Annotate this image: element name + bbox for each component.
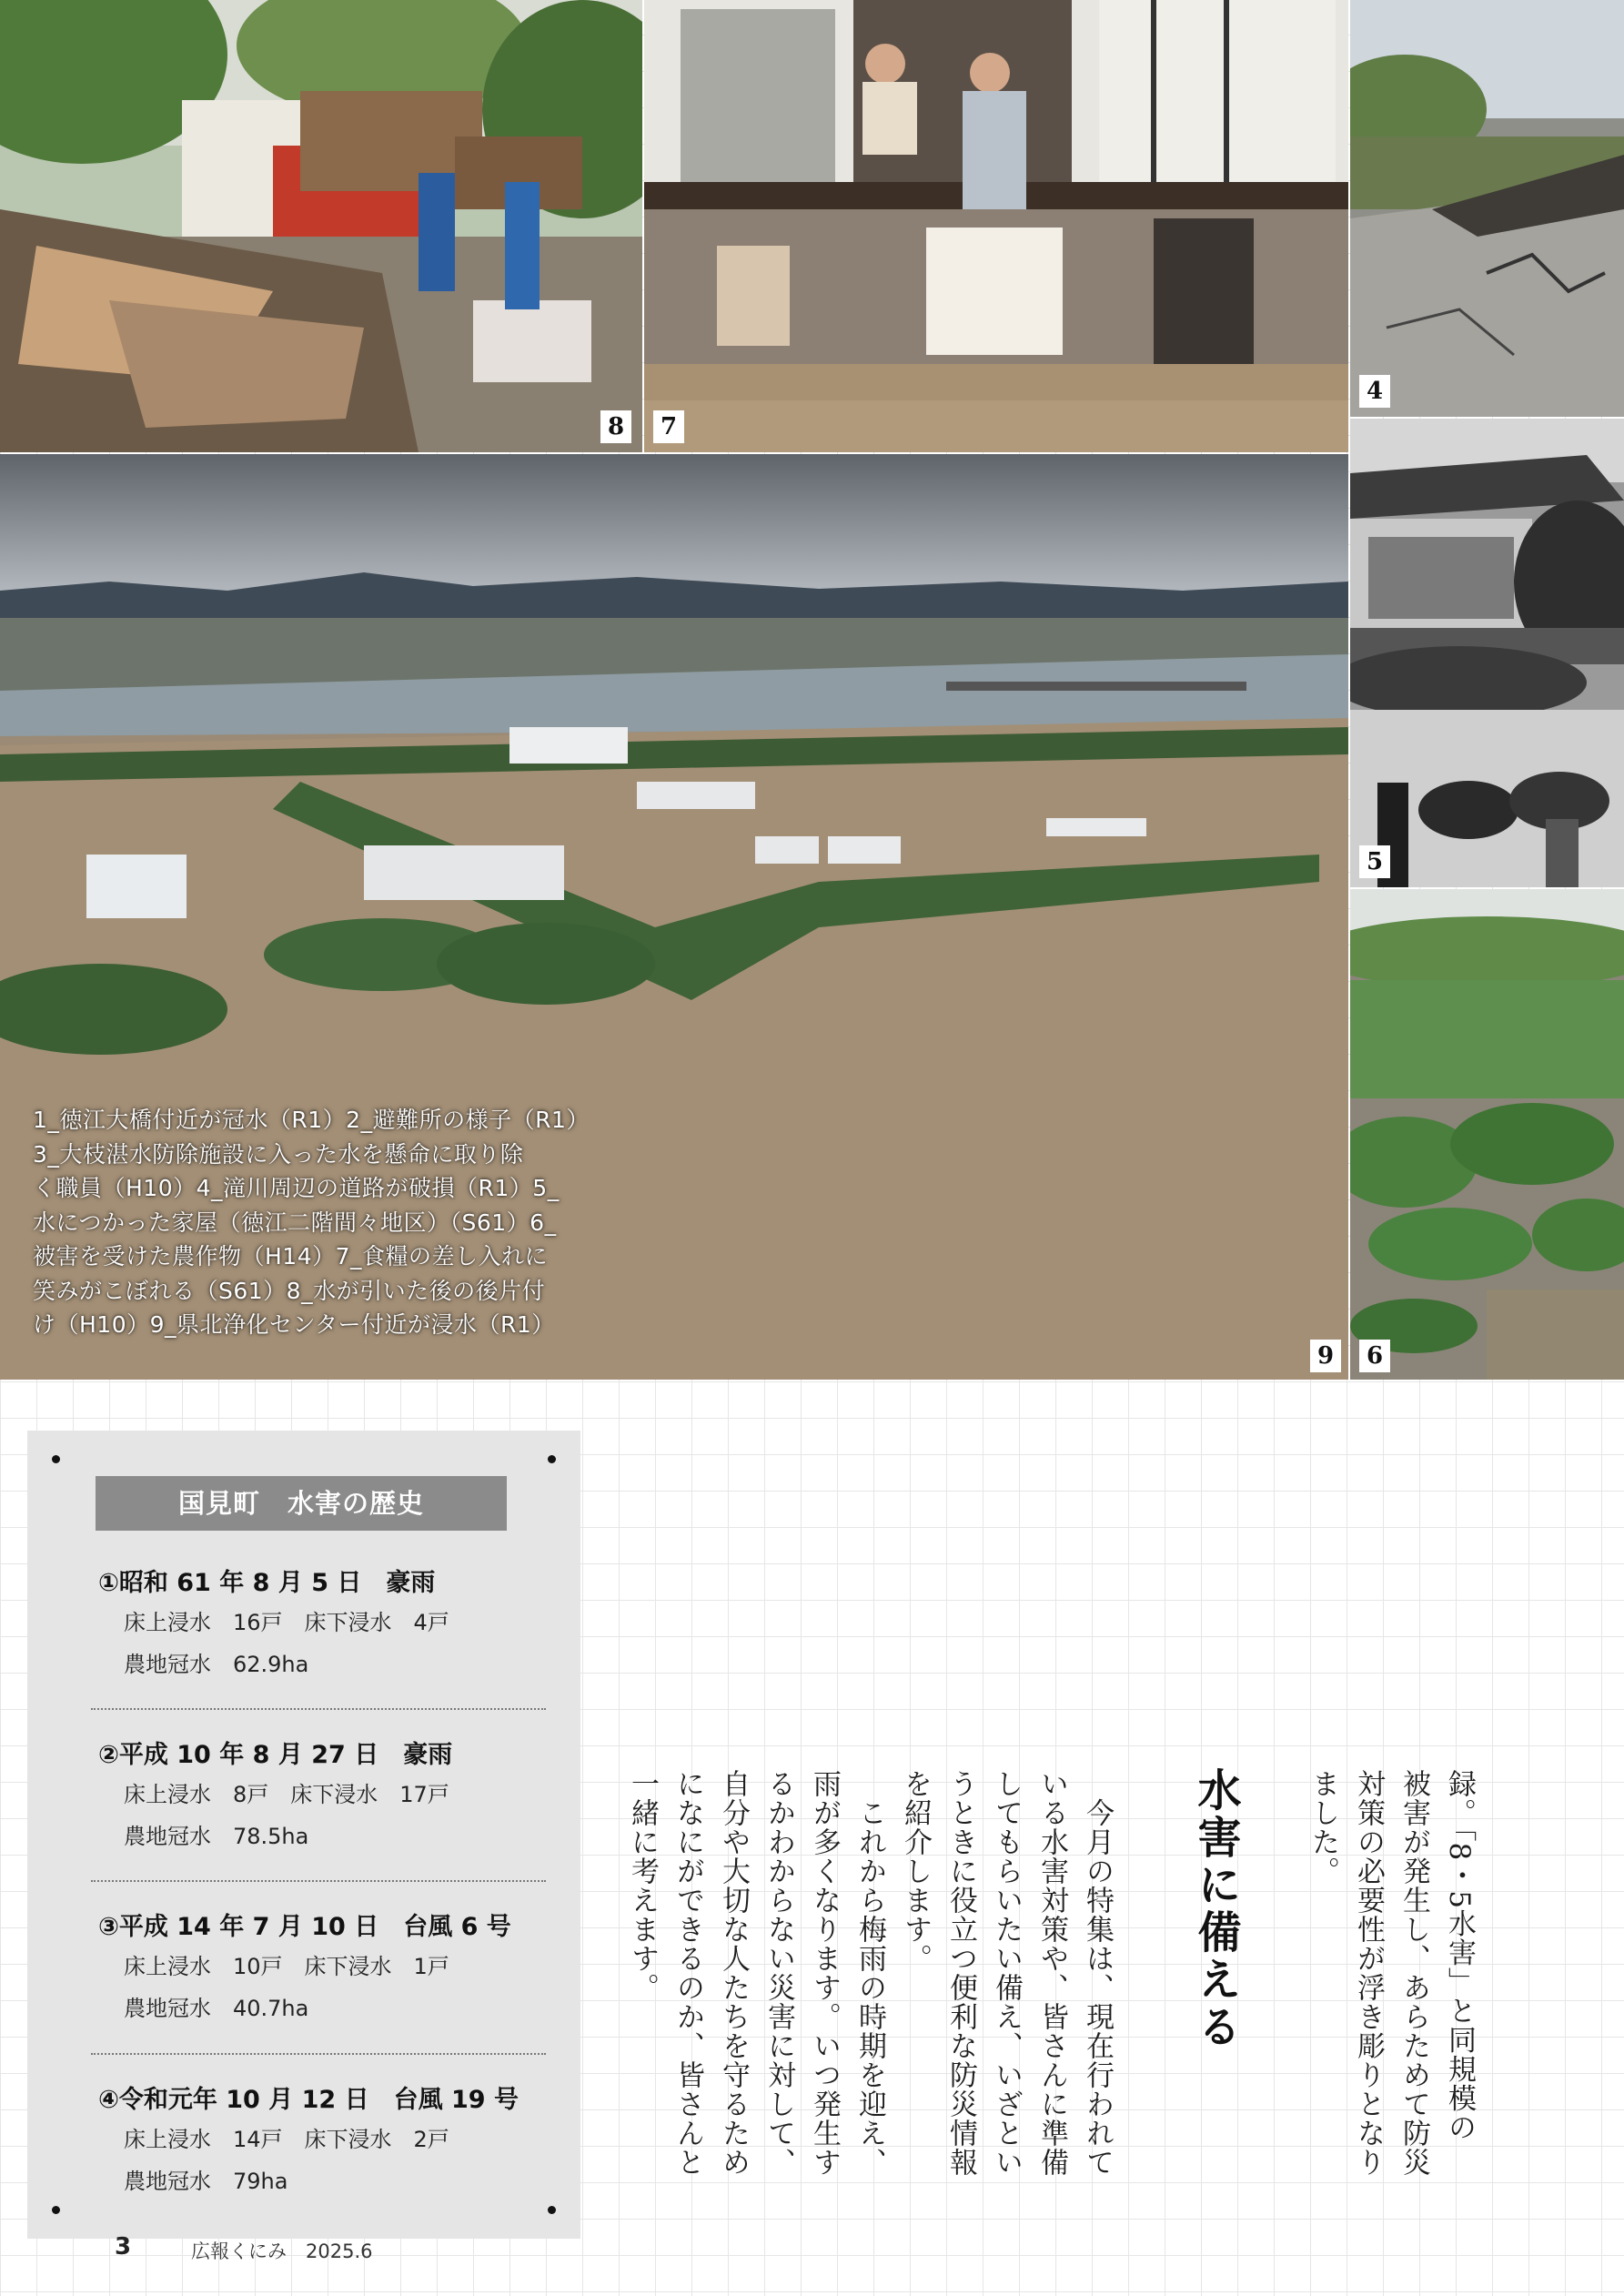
dotted-divider [91, 2053, 546, 2055]
body-column: を紹介します。 [899, 1769, 932, 1973]
body-column: いる水害対策や、皆さんに準備 [1035, 1769, 1068, 2177]
body-column: うときに役立つ便利な防災情報 [944, 1769, 977, 2177]
photo-aerial-flood [0, 454, 1348, 1380]
photo-cleanup-after-flood [0, 0, 642, 452]
flood-history-box [27, 1431, 580, 2239]
corner-dot [52, 1455, 60, 1463]
photo-number: 7 [653, 410, 684, 443]
body-column: してもらいたい備え、いざとい [990, 1769, 1023, 2177]
event-heading: ②平成 10 年 8 月 27 日 豪雨 [98, 1741, 453, 1769]
photo-damaged-road [1350, 0, 1624, 417]
event-heading: ③平成 14 年 7 月 10 日 台風 6 号 [98, 1913, 511, 1941]
publication-name: 広報くにみ 2025.6 [191, 2240, 373, 2262]
body-column: るかわからない災害に対して、 [762, 1769, 795, 2177]
history-event [98, 1737, 526, 1857]
dotted-divider [91, 1880, 546, 1882]
event-heading: ④令和元年 10 月 12 日 台風 19 号 [98, 2086, 519, 2114]
history-title: 国見町 水害の歴史 [96, 1476, 507, 1531]
caption-line: 被害を受けた農作物（H14）7_食糧の差し入れに [33, 1243, 549, 1269]
page-number: 3 [115, 2233, 132, 2261]
photo-number: 8 [600, 410, 631, 443]
article-title: 水害に備える [1190, 1767, 1241, 2051]
body-column: 自分や大切な人たちを守るため [717, 1769, 750, 2177]
photo-number: 6 [1359, 1340, 1390, 1372]
body-column: になにができるのか、皆さんと [671, 1769, 704, 2177]
caption-line: く職員（H10）4_滝川周辺の道路が破損（R1）5_ [33, 1175, 560, 1201]
event-houses: 床上浸水 10戸 床下浸水 1戸 [124, 1954, 449, 1979]
history-event [98, 2082, 526, 2202]
body-column: これから梅雨の時期を迎え、 [853, 1769, 886, 2177]
corner-dot [548, 2206, 556, 2214]
event-houses: 床上浸水 8戸 床下浸水 17戸 [124, 1782, 449, 1807]
intro-column: 対策の必要性が浮き彫りとなり [1352, 1769, 1385, 2177]
caption-line: 水につかった家屋（徳江二階間々地区）（S61）6_ [33, 1209, 557, 1236]
body-column: 一緒に考えます。 [626, 1769, 659, 2002]
history-event [98, 1565, 526, 1685]
photo-number: 9 [1310, 1340, 1341, 1372]
event-farmland: 農地冠水 79ha [124, 2169, 288, 2194]
event-heading: ①昭和 61 年 8 月 5 日 豪雨 [98, 1569, 436, 1597]
intro-column: 被害が発生し、あらためて防災 [1397, 1769, 1430, 2177]
intro-column: ました。 [1306, 1769, 1339, 1886]
caption-line: 3_大枝湛水防除施設に入った水を懸命に取り除 [33, 1140, 524, 1168]
dotted-divider [91, 1708, 546, 1710]
event-houses: 床上浸水 16戸 床下浸水 4戸 [124, 1610, 449, 1635]
history-event [98, 1909, 526, 2029]
photo-number: 5 [1359, 845, 1390, 878]
caption-line: 1_徳江大橋付近が冠水（R1）2_避難所の様子（R1） [33, 1107, 590, 1133]
event-farmland: 農地冠水 40.7ha [124, 1996, 309, 2021]
photo-caption [33, 1103, 590, 1342]
photo-house-food-delivery [644, 0, 1348, 452]
caption-line: 笑みがこぼれる（S61）8_水が引いた後の後片付 [33, 1277, 546, 1304]
event-houses: 床上浸水 14戸 床下浸水 2戸 [124, 2127, 449, 2152]
body-column: 今月の特集は、現在行われて [1081, 1769, 1114, 2177]
photo-flooded-house [1350, 419, 1624, 887]
corner-dot [52, 2206, 60, 2214]
photo-number: 4 [1359, 375, 1390, 408]
intro-column: 録。「8・5水害」と同規模の [1443, 1769, 1476, 2142]
photo-damaged-crops [1350, 889, 1624, 1380]
corner-dot [548, 1455, 556, 1463]
event-farmland: 農地冠水 78.5ha [124, 1824, 309, 1849]
body-column: 雨が多くなります。いつ発生す [808, 1769, 841, 2177]
event-farmland: 農地冠水 62.9ha [124, 1652, 309, 1677]
caption-line: け（H10）9_県北浄化センター付近が浸水（R1） [33, 1311, 555, 1338]
